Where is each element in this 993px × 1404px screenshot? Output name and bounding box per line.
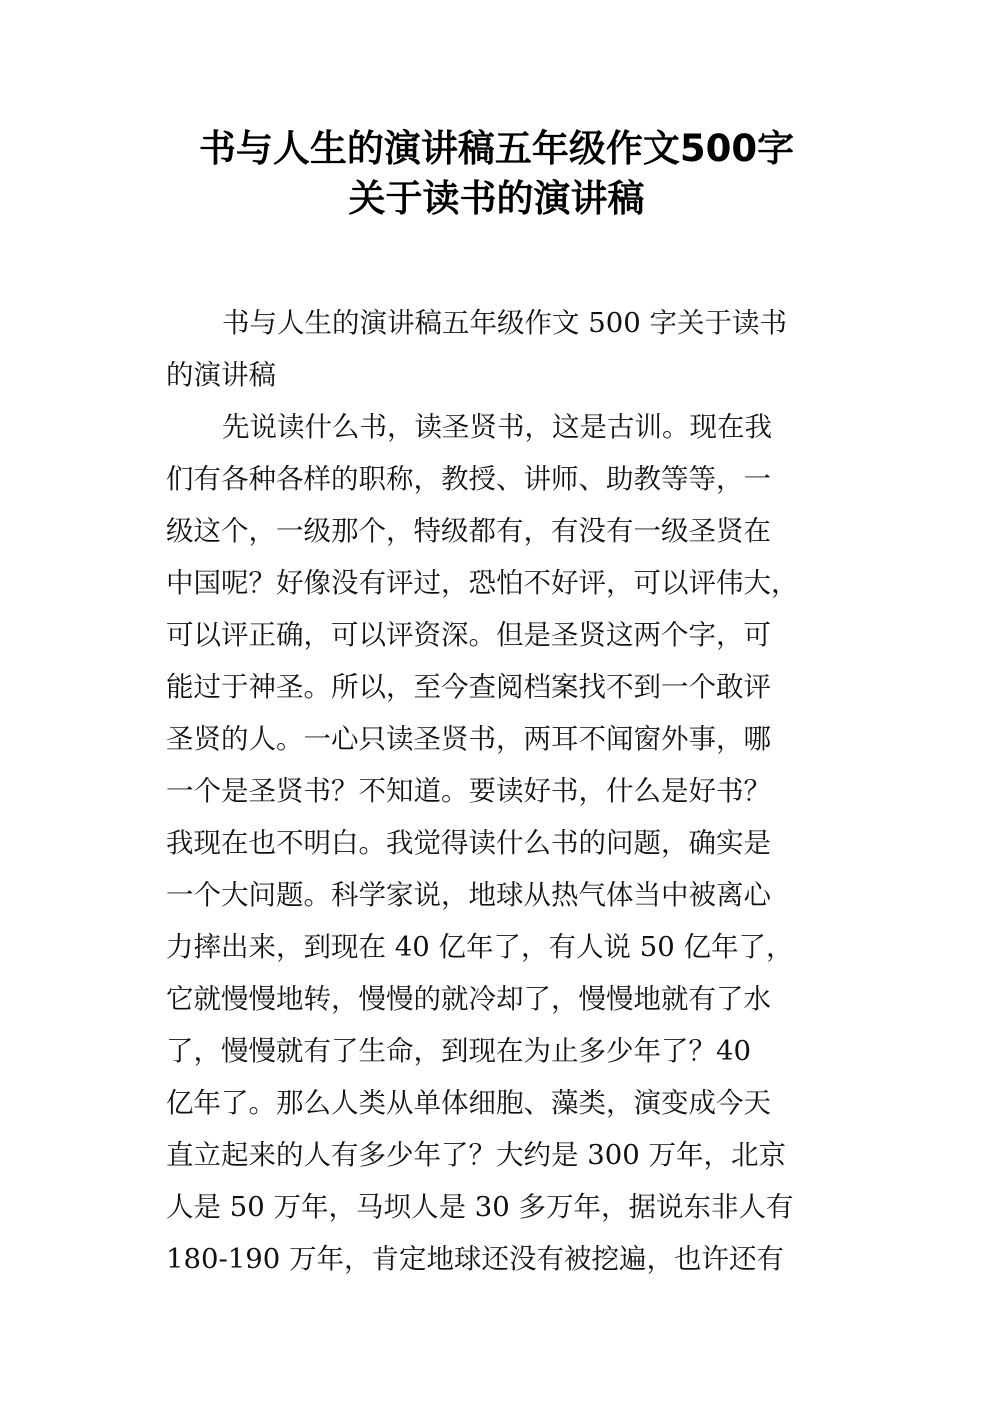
paragraph-1 <box>166 297 830 401</box>
text-line: 先说读什么书，读圣贤书，这是古训。现在我 <box>222 411 772 443</box>
text-line: 180-190 万年，肯定地球还没有被挖遍，也许还有 <box>166 1243 785 1275</box>
text-line: 直立起来的人有多少年了？大约是 300 万年，北京 <box>166 1139 786 1171</box>
text-line: 们有各种各样的职称，教授、讲师、助教等等，一 <box>166 463 771 495</box>
document-body <box>166 297 830 1285</box>
text-line: 亿年了。那么人类从单体细胞、藻类，演变成今天 <box>166 1087 771 1119</box>
text-line: 力摔出来，到现在 40 亿年了，有人说 50 亿年了， <box>166 931 794 963</box>
title-line-1: 书与人生的演讲稿五年级作文500字 <box>198 127 795 170</box>
text-line: 中国呢？好像没有评过，恐怕不好评，可以评伟大， <box>166 567 799 599</box>
document-title <box>0 124 993 224</box>
text-line: 它就慢慢地转，慢慢的就冷却了，慢慢地就有了水 <box>166 983 771 1015</box>
text-line: 一个是圣贤书？不知道。要读好书，什么是好书？ <box>166 775 771 807</box>
text-line: 圣贤的人。一心只读圣贤书，两耳不闻窗外事，哪 <box>166 723 771 755</box>
text-line: 我现在也不明白。我觉得读什么书的问题，确实是 <box>166 827 771 859</box>
text-line: 人是 50 万年，马坝人是 30 多万年，据说东非人有 <box>166 1191 794 1223</box>
text-line: 了，慢慢就有了生命，到现在为止多少年了？40 <box>166 1035 751 1067</box>
text-line: 级这个，一级那个，特级都有，有没有一级圣贤在 <box>166 515 771 547</box>
text-line: 能过于神圣。所以，至今查阅档案找不到一个敢评 <box>166 671 771 703</box>
text-line: 的演讲稿 <box>166 359 276 391</box>
text-line: 书与人生的演讲稿五年级作文 500 字关于读书 <box>222 307 787 339</box>
text-line: 可以评正确，可以评资深。但是圣贤这两个字，可 <box>166 619 771 651</box>
paragraph-2 <box>166 401 830 1285</box>
text-line: 一个大问题。科学家说，地球从热气体当中被离心 <box>166 879 771 911</box>
title-line-2: 关于读书的演讲稿 <box>348 177 645 220</box>
